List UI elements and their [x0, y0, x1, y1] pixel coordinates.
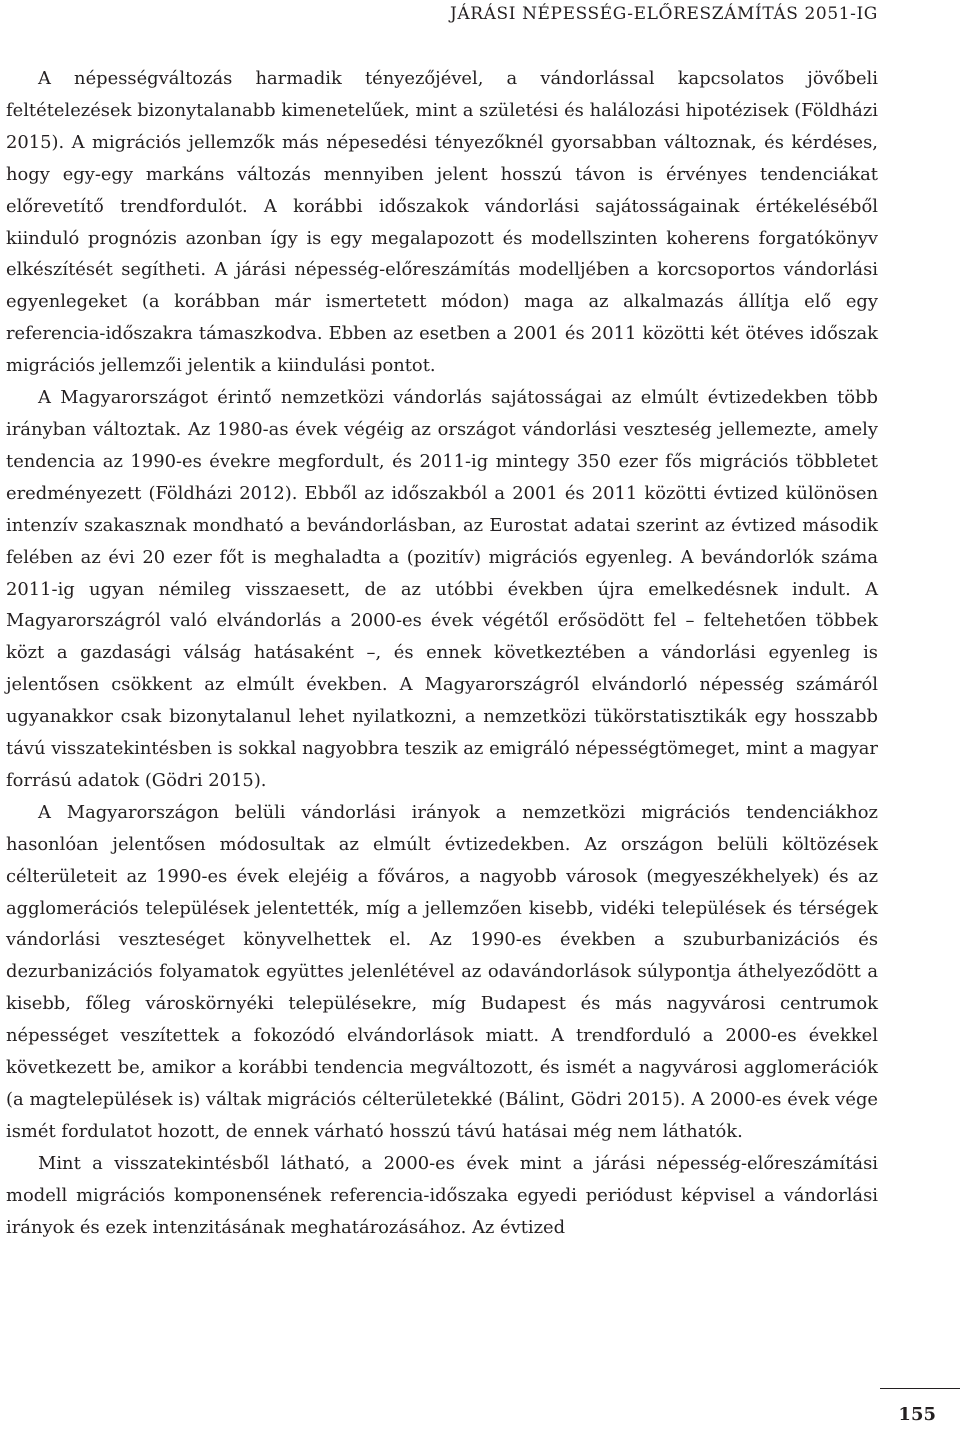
- paragraph-2: A Magyarországot érintő nemzetközi vándorlás sajátosságai az elmúlt évtizedekben több irányban változtak. Az 1980-as évek végéig az országot vándorlási veszteség jellemezte, amely tendencia az 1990-es évekre megfordult, és 2011-ig mintegy 350 ezer fős migrációs többletet eredményezett (Földházi 2012). Ebből az időszakból a 2001 és 2011 közötti évtized különösen intenzív szakasznak mondható a bevándorlásban, az Eurostat adatai szerint az évtized második felében az évi 20 ezer főt is meghaladta a (pozitív) migrációs egyenleg. A bevándorlók száma 2011-ig ugyan némileg visszaesett, de az utóbbi években újra emelkedésnek indult. A Magyarországról való elvándorlás a 2000-es évek végétől erősödött fel – feltehetően többek közt a gazdasági válság hatásaként –, és ennek következtében a vándorlási egyenleg is jelentősen csökkent az elmúlt években. A Magyarországról elvándorló népesség számáról ugyanakkor csak bizonytalanul lehet nyilatkozni, a nemzetközi tükörstatisztikák egy hosszabb távú visszatekintésben is sokkal nagyobbra teszik az emigráló népességtömeget, mint a magyar forrású adatok (Gödri 2015).: [6, 387, 878, 791]
- footer-divider: [880, 1388, 960, 1389]
- paragraph-3: A Magyarországon belüli vándorlási irányok a nemzetközi migrációs tendenciákhoz hasonlóan jelentősen módosultak az elmúlt évtizedekben. Az országon belüli költözések célterületeit az 1990-es évek elejéig a főváros, a nagyobb városok (megyeszékhelyek) és az agglomerációs települések jelentették, míg a jellemzően kisebb, vidéki települések és térségek vándorlási veszteséget könyvelhettek el. Az 1990-es években a szuburbanizációs és dezurbanizációs folyamatok együttes jelenlétével az odavándorlások súlypontja áthelyeződött a kisebb, főleg városkörnyéki településekre, míg Budapest és más nagyvárosi centrumok népességet veszítettek a fokozódó elvándorlások miatt. A trendforduló a 2000-es évekkel következett be, amikor a korábbi tendencia megváltozott, és ismét a nagyvárosi agglomerációk (a magtelepülések is) váltak migrációs célterületekké (Bálint, Gödri 2015). A 2000-es évek vége ismét fordulatot hozott, de ennek várható hosszú távú hatásai még nem láthatók.: [6, 801, 878, 1142]
- running-header: JÁRÁSI NÉPESSÉG-ELŐRESZÁMÍTÁS 2051-IG: [449, 4, 878, 24]
- body-text: [6, 63, 878, 1244]
- paragraph-1: A népességváltozás harmadik tényezőjével, a vándorlással kapcsolatos jövőbeli feltételezések bizonytalanabb kimenetelűek, mint a születési és halálozási hipotézisek (Földházi 2015). A migrációs jellemzők más népesedési tényezőknél gyorsabban változnak, és kérdéses, hogy egy-egy markáns változás mennyiben jelent hosszú távon is érvényes tendenciákat előrevetítő trendfordulót. A korábbi időszakok vándorlási sajátosságainak értékeléséből kiinduló prognózis azonban így is egy megalapozott és modellszinten koherens forgatókönyv elkészítését segítheti. A járási népesség-előreszámítás modelljében a korcsoportos vándorlási egyenlegeket (a korábban már ismertetett módon) maga az alkalmazás állítja elő egy referencia-időszakra támaszkodva. Ebben az esetben a 2001 és 2011 közötti két ötéves időszak migrációs jellemzői jelentik a kiindulási pontot.: [6, 68, 878, 377]
- page-number: 155: [898, 1404, 936, 1425]
- paragraph-4: Mint a visszatekintésből látható, a 2000-es évek mint a járási népesség-előreszámítási modell migrációs komponensének referencia-időszaka egyedi periódust képvisel a vándorlási irányok és ezek intenzitásának meghatározásához. Az évtized: [6, 1152, 878, 1238]
